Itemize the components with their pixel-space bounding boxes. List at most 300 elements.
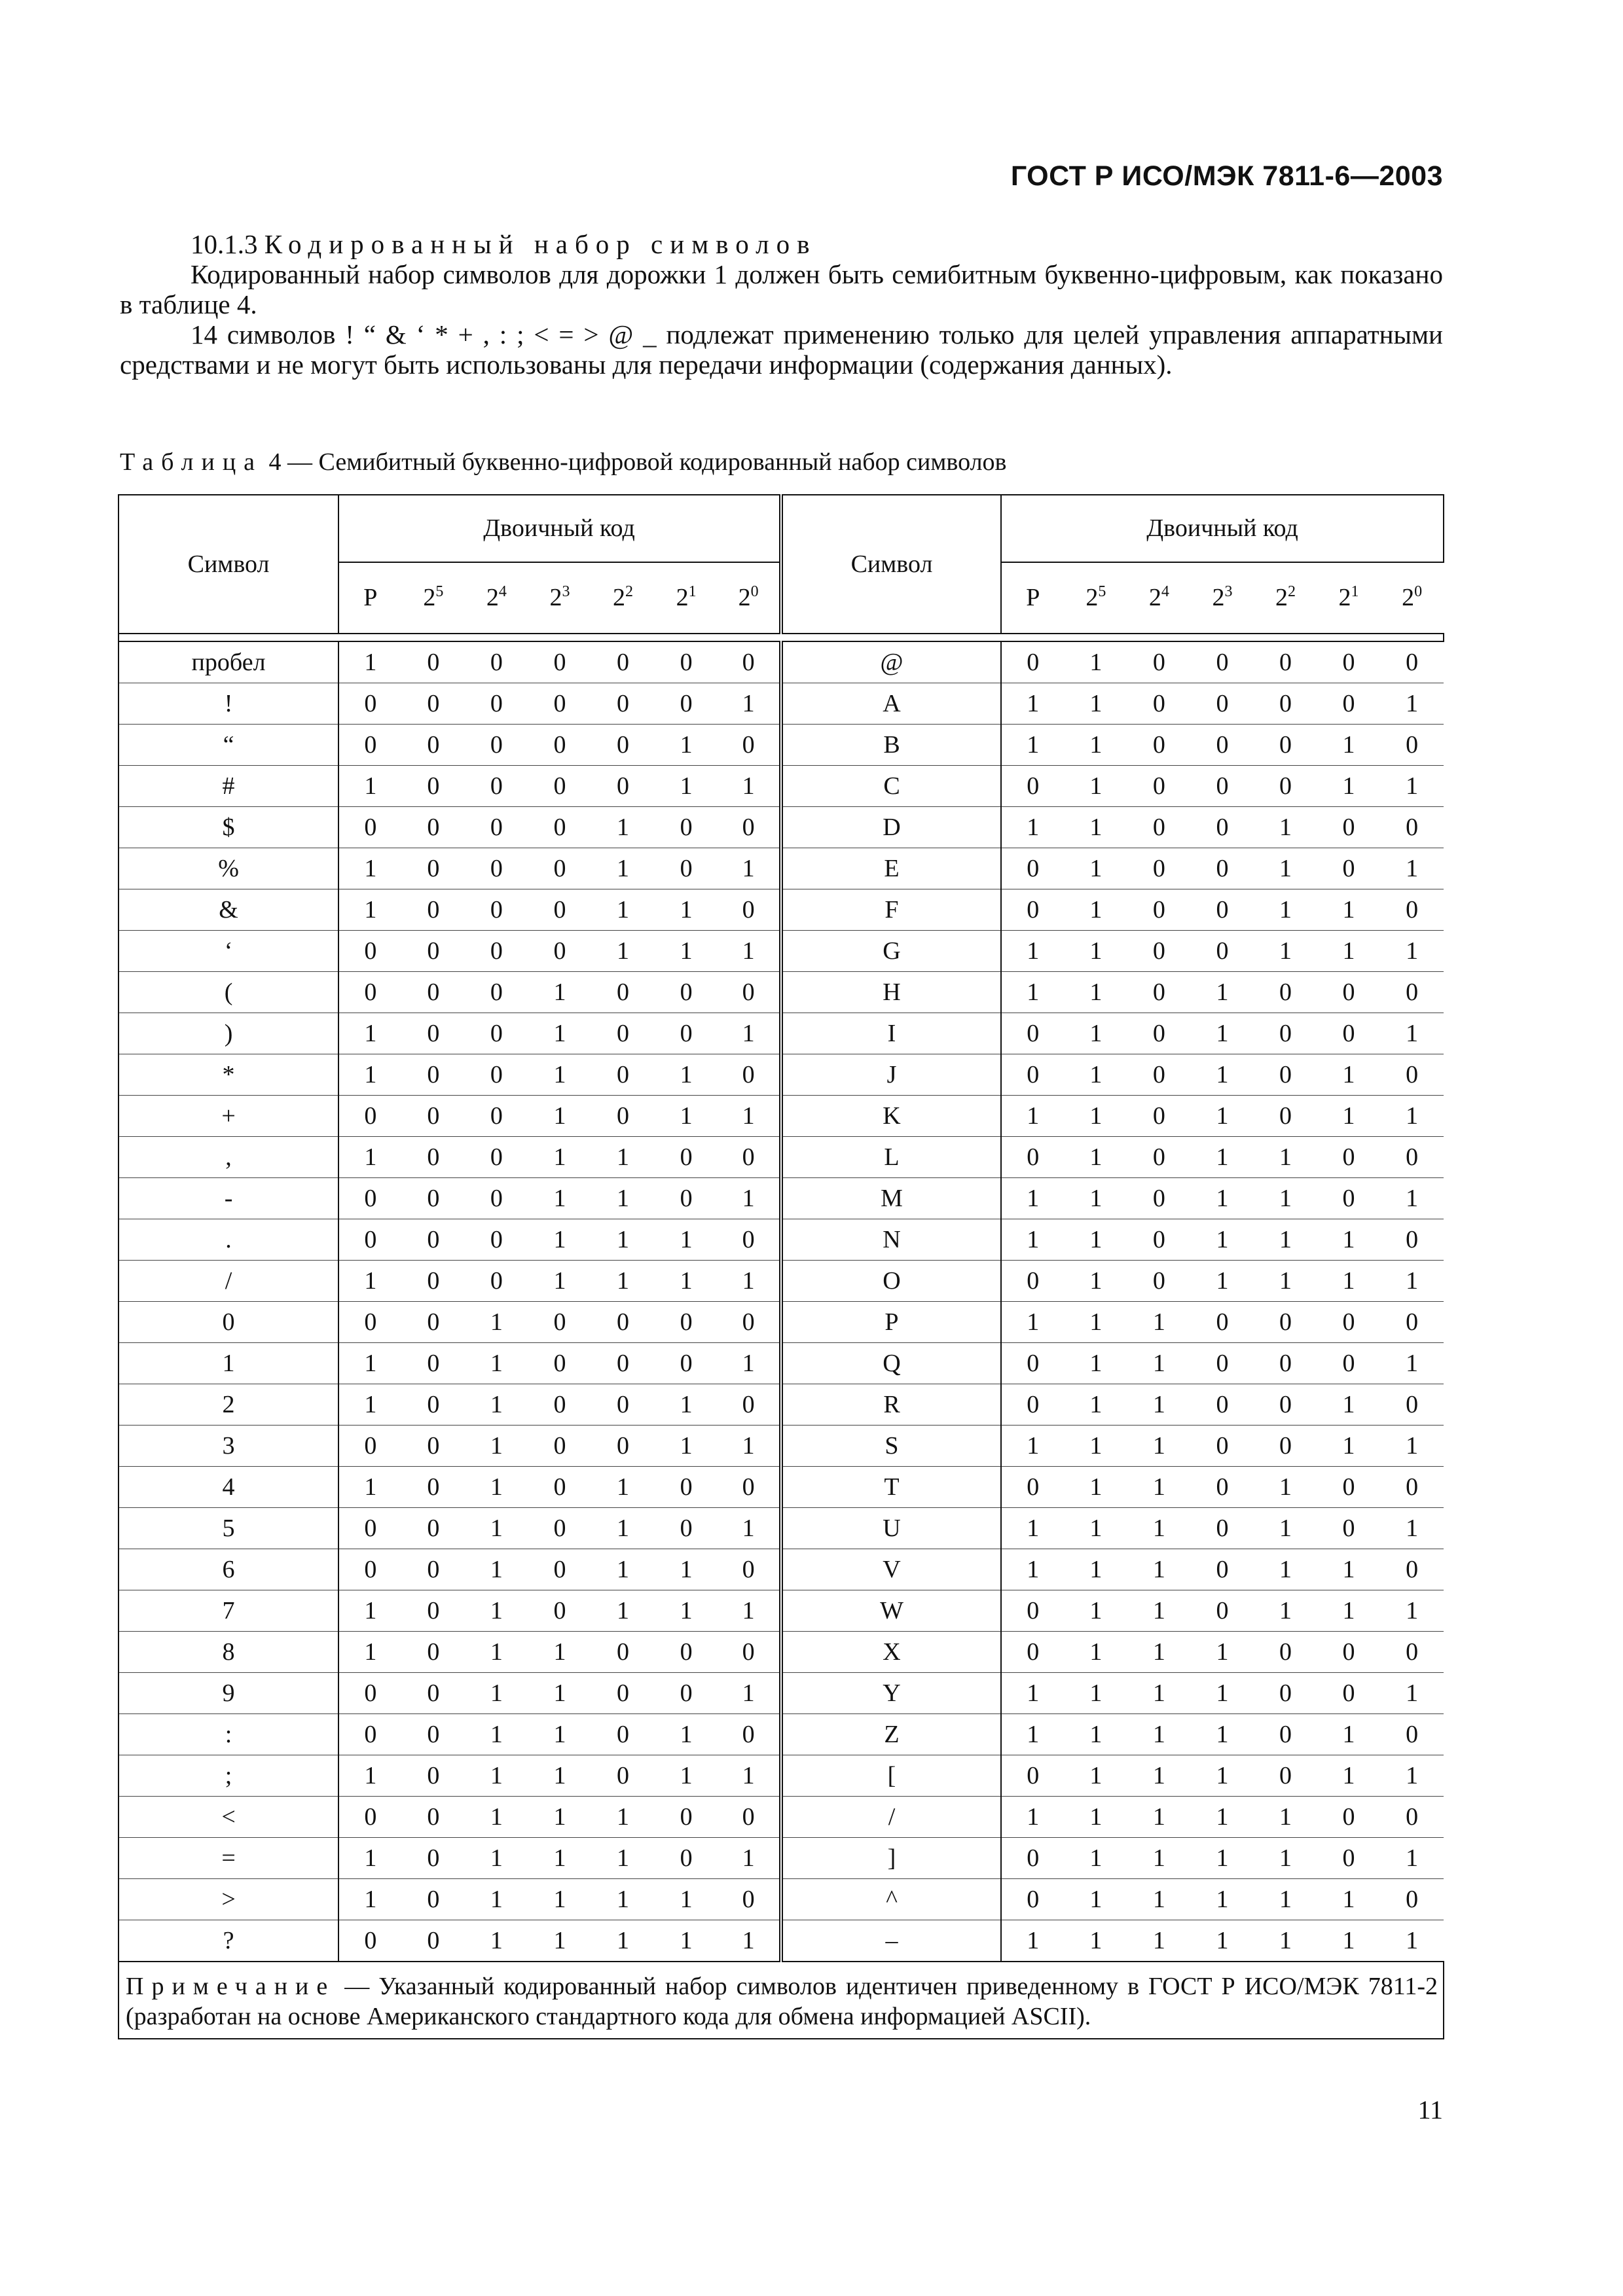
bit-cell-right: 0 bbox=[1001, 1632, 1065, 1673]
symbol-cell-right: K bbox=[781, 1096, 1001, 1137]
bit-cell-left: 1 bbox=[528, 1673, 592, 1714]
table-note bbox=[119, 1962, 1444, 2039]
bit-cell-left: 1 bbox=[591, 1137, 655, 1178]
bit-cell-right: 0 bbox=[1380, 1549, 1444, 1590]
bit-cell-left: 0 bbox=[591, 1302, 655, 1343]
bit-cell-left: 0 bbox=[402, 1302, 465, 1343]
bit-cell-left: 0 bbox=[338, 1673, 402, 1714]
bit-header-right bbox=[1254, 562, 1317, 634]
bit-cell-right: 1 bbox=[1001, 1673, 1065, 1714]
bit-base: 2 bbox=[676, 584, 689, 612]
bit-cell-right: 1 bbox=[1065, 1219, 1128, 1261]
bit-cell-left: 0 bbox=[402, 1879, 465, 1920]
bit-cell-right: 1 bbox=[1001, 725, 1065, 766]
section-heading bbox=[120, 229, 1443, 259]
symbol-cell-right: X bbox=[781, 1632, 1001, 1673]
bit-cell-left: 0 bbox=[465, 1137, 528, 1178]
bit-cell-left: 0 bbox=[465, 1013, 528, 1054]
bit-cell-right: 1 bbox=[1127, 1879, 1191, 1920]
bit-cell-left: 1 bbox=[465, 1343, 528, 1384]
bit-cell-left: 0 bbox=[718, 1384, 781, 1426]
bit-cell-right: 1 bbox=[1127, 1797, 1191, 1838]
bit-cell-left: 1 bbox=[338, 889, 402, 931]
bit-exponent: 4 bbox=[498, 583, 507, 601]
bit-cell-right: 0 bbox=[1127, 1219, 1191, 1261]
bit-cell-right: 0 bbox=[1191, 1467, 1254, 1508]
bit-cell-left: 0 bbox=[591, 1343, 655, 1384]
bit-cell-right: 1 bbox=[1380, 1096, 1444, 1137]
bit-cell-right: 1 bbox=[1001, 683, 1065, 725]
symbol-cell-left: ) bbox=[119, 1013, 338, 1054]
symbol-cell-right: H bbox=[781, 972, 1001, 1013]
bit-cell-left: 0 bbox=[338, 1302, 402, 1343]
bit-cell-left: 1 bbox=[718, 848, 781, 889]
bit-cell-left: 1 bbox=[591, 931, 655, 972]
bit-cell-left: 0 bbox=[465, 683, 528, 725]
symbol-cell-left: 4 bbox=[119, 1467, 338, 1508]
column-header-binary-right: Двоичный код bbox=[1001, 495, 1444, 562]
bit-header-left bbox=[718, 562, 781, 634]
bit-cell-left: 1 bbox=[338, 641, 402, 683]
bit-cell-left: 1 bbox=[718, 1755, 781, 1797]
symbol-cell-left: % bbox=[119, 848, 338, 889]
bit-cell-right: 1 bbox=[1127, 1920, 1191, 1962]
symbol-cell-left: “ bbox=[119, 725, 338, 766]
table-row bbox=[119, 1838, 1444, 1879]
bit-cell-right: 0 bbox=[1380, 1137, 1444, 1178]
bit-cell-right: 0 bbox=[1001, 1384, 1065, 1426]
bit-cell-right: 0 bbox=[1317, 1013, 1381, 1054]
bit-header-left bbox=[655, 562, 718, 634]
bit-cell-right: 1 bbox=[1065, 1590, 1128, 1632]
bit-cell-left: 0 bbox=[718, 972, 781, 1013]
bit-cell-left: 1 bbox=[655, 725, 718, 766]
bit-cell-left: 1 bbox=[528, 1219, 592, 1261]
bit-cell-left: 0 bbox=[338, 1426, 402, 1467]
bit-base: P bbox=[363, 584, 378, 612]
bit-cell-right: 1 bbox=[1001, 1219, 1065, 1261]
bit-cell-right: 0 bbox=[1380, 1797, 1444, 1838]
bit-cell-right: 0 bbox=[1191, 931, 1254, 972]
bit-cell-right: 1 bbox=[1317, 1590, 1381, 1632]
bit-base: 2 bbox=[613, 584, 626, 612]
bit-cell-right: 0 bbox=[1317, 848, 1381, 889]
bit-cell-left: 0 bbox=[338, 1797, 402, 1838]
table-row bbox=[119, 889, 1444, 931]
bit-cell-right: 0 bbox=[1191, 641, 1254, 683]
bit-exponent: 1 bbox=[1351, 583, 1359, 601]
bit-cell-left: 0 bbox=[591, 1096, 655, 1137]
bit-cell-left: 0 bbox=[402, 1137, 465, 1178]
symbol-cell-right: B bbox=[781, 725, 1001, 766]
bit-cell-left: 1 bbox=[655, 1920, 718, 1962]
bit-cell-right: 0 bbox=[1380, 1054, 1444, 1096]
bit-cell-left: 0 bbox=[591, 683, 655, 725]
bit-cell-right: 0 bbox=[1317, 641, 1381, 683]
symbol-cell-left: ? bbox=[119, 1920, 338, 1962]
bit-cell-right: 1 bbox=[1065, 1838, 1128, 1879]
bit-cell-right: 1 bbox=[1191, 1013, 1254, 1054]
bit-cell-right: 0 bbox=[1001, 1343, 1065, 1384]
bit-cell-right: 0 bbox=[1127, 807, 1191, 848]
section-number: 10.1.3 bbox=[191, 229, 258, 259]
bit-cell-left: 1 bbox=[338, 1467, 402, 1508]
bit-cell-left: 0 bbox=[718, 1879, 781, 1920]
bit-cell-left: 0 bbox=[528, 683, 592, 725]
bit-cell-left: 1 bbox=[718, 1920, 781, 1962]
bit-cell-right: 0 bbox=[1380, 1467, 1444, 1508]
bit-cell-right: 0 bbox=[1001, 766, 1065, 807]
symbol-cell-left: 1 bbox=[119, 1343, 338, 1384]
bit-cell-left: 0 bbox=[402, 972, 465, 1013]
bit-cell-right: 1 bbox=[1380, 1920, 1444, 1962]
bit-cell-left: 1 bbox=[338, 766, 402, 807]
bit-cell-right: 1 bbox=[1065, 1467, 1128, 1508]
bit-cell-right: 1 bbox=[1065, 889, 1128, 931]
bit-cell-right: 1 bbox=[1001, 972, 1065, 1013]
bit-cell-right: 0 bbox=[1191, 1590, 1254, 1632]
bit-cell-right: 1 bbox=[1254, 848, 1317, 889]
bit-cell-right: 0 bbox=[1127, 1137, 1191, 1178]
bit-cell-left: 0 bbox=[338, 1178, 402, 1219]
bit-cell-left: 1 bbox=[465, 1714, 528, 1755]
bit-cell-left: 1 bbox=[591, 1508, 655, 1549]
symbol-cell-left: 7 bbox=[119, 1590, 338, 1632]
bit-cell-left: 0 bbox=[655, 848, 718, 889]
bit-cell-right: 1 bbox=[1254, 1261, 1317, 1302]
bit-cell-right: 0 bbox=[1254, 641, 1317, 683]
bit-cell-right: 1 bbox=[1191, 1714, 1254, 1755]
bit-cell-right: 1 bbox=[1191, 1632, 1254, 1673]
table-row bbox=[119, 1343, 1444, 1384]
bit-cell-left: 1 bbox=[338, 848, 402, 889]
bit-cell-left: 1 bbox=[655, 1384, 718, 1426]
bit-cell-right: 1 bbox=[1127, 1838, 1191, 1879]
bit-cell-left: 0 bbox=[402, 1054, 465, 1096]
bit-cell-left: 1 bbox=[718, 1096, 781, 1137]
bit-exponent: 2 bbox=[625, 583, 634, 601]
bit-cell-right: 0 bbox=[1127, 848, 1191, 889]
bit-cell-left: 0 bbox=[465, 972, 528, 1013]
bit-cell-right: 1 bbox=[1001, 807, 1065, 848]
bit-cell-right: 1 bbox=[1191, 1673, 1254, 1714]
table-row bbox=[119, 1714, 1444, 1755]
bit-cell-right: 1 bbox=[1317, 1096, 1381, 1137]
bit-cell-right: 1 bbox=[1065, 1178, 1128, 1219]
bit-cell-left: 0 bbox=[465, 766, 528, 807]
bit-cell-right: 0 bbox=[1001, 848, 1065, 889]
table-row bbox=[119, 1054, 1444, 1096]
bit-cell-right: 1 bbox=[1254, 1137, 1317, 1178]
bit-cell-left: 1 bbox=[338, 1137, 402, 1178]
bit-cell-left: 0 bbox=[528, 889, 592, 931]
bit-cell-right: 1 bbox=[1254, 889, 1317, 931]
bit-cell-left: 0 bbox=[402, 1714, 465, 1755]
bit-cell-right: 0 bbox=[1254, 1714, 1317, 1755]
bit-base: 2 bbox=[1212, 584, 1225, 612]
symbol-cell-right: A bbox=[781, 683, 1001, 725]
bit-cell-left: 0 bbox=[338, 1714, 402, 1755]
bit-cell-right: 1 bbox=[1380, 1590, 1444, 1632]
bit-cell-right: 1 bbox=[1191, 1096, 1254, 1137]
symbol-cell-right: E bbox=[781, 848, 1001, 889]
bit-cell-left: 0 bbox=[528, 1426, 592, 1467]
bit-base: 2 bbox=[423, 584, 436, 612]
bit-cell-right: 1 bbox=[1127, 1508, 1191, 1549]
bit-cell-right: 0 bbox=[1380, 1384, 1444, 1426]
bit-cell-left: 0 bbox=[655, 1343, 718, 1384]
bit-cell-right: 1 bbox=[1127, 1755, 1191, 1797]
bit-cell-left: 0 bbox=[591, 1054, 655, 1096]
bit-cell-left: 1 bbox=[528, 1879, 592, 1920]
bit-cell-right: 0 bbox=[1191, 848, 1254, 889]
bit-cell-right: 0 bbox=[1317, 1673, 1381, 1714]
bit-cell-right: 1 bbox=[1317, 1879, 1381, 1920]
bit-cell-left: 0 bbox=[338, 1920, 402, 1962]
bit-exponent: 0 bbox=[750, 583, 759, 601]
bit-cell-left: 1 bbox=[591, 807, 655, 848]
table-row bbox=[119, 1219, 1444, 1261]
bit-cell-right: 1 bbox=[1001, 1508, 1065, 1549]
bit-cell-left: 0 bbox=[402, 931, 465, 972]
bit-cell-right: 1 bbox=[1001, 931, 1065, 972]
bit-cell-right: 1 bbox=[1065, 1714, 1128, 1755]
bit-cell-left: 0 bbox=[655, 1508, 718, 1549]
bit-cell-left: 1 bbox=[338, 1632, 402, 1673]
bit-cell-right: 0 bbox=[1380, 807, 1444, 848]
bit-cell-right: 1 bbox=[1380, 1013, 1444, 1054]
bit-cell-right: 0 bbox=[1254, 1343, 1317, 1384]
bit-cell-left: 1 bbox=[465, 1467, 528, 1508]
symbol-cell-right: U bbox=[781, 1508, 1001, 1549]
bit-cell-right: 1 bbox=[1065, 972, 1128, 1013]
bit-cell-left: 0 bbox=[338, 972, 402, 1013]
bit-cell-right: 0 bbox=[1317, 1632, 1381, 1673]
bit-cell-left: 0 bbox=[338, 1549, 402, 1590]
bit-cell-right: 0 bbox=[1127, 641, 1191, 683]
section-paragraph-1: Кодированный набор символов для дорожки 1 должен быть семибитным буквенно-цифровым, как показано в таблице 4. bbox=[120, 259, 1443, 319]
bit-cell-right: 1 bbox=[1191, 1261, 1254, 1302]
bit-exponent: 3 bbox=[562, 583, 570, 601]
bit-cell-left: 1 bbox=[338, 1879, 402, 1920]
section-paragraph-2: 14 символов ! “ & ‘ * + , : ; < = > @ _ подлежат применению только для целей управления аппаратными средствами и не могут быть использованы для передачи информации (содержания данных). bbox=[120, 319, 1443, 380]
bit-base: 2 bbox=[738, 584, 751, 612]
bit-cell-left: 0 bbox=[655, 1467, 718, 1508]
table-row bbox=[119, 641, 1444, 683]
table-row bbox=[119, 1426, 1444, 1467]
bit-cell-right: 1 bbox=[1317, 1054, 1381, 1096]
bit-cell-right: 0 bbox=[1001, 1261, 1065, 1302]
bit-cell-right: 1 bbox=[1191, 1137, 1254, 1178]
table-row bbox=[119, 725, 1444, 766]
bit-cell-right: 1 bbox=[1065, 1508, 1128, 1549]
bit-cell-left: 0 bbox=[465, 641, 528, 683]
symbol-cell-right: J bbox=[781, 1054, 1001, 1096]
bit-cell-right: 1 bbox=[1191, 1755, 1254, 1797]
symbol-cell-right: T bbox=[781, 1467, 1001, 1508]
table-row bbox=[119, 1178, 1444, 1219]
symbol-cell-right: C bbox=[781, 766, 1001, 807]
table-row bbox=[119, 848, 1444, 889]
bit-cell-left: 0 bbox=[402, 1219, 465, 1261]
code-table bbox=[118, 494, 1444, 2039]
bit-cell-right: 1 bbox=[1317, 1714, 1381, 1755]
bit-base: 2 bbox=[549, 584, 562, 612]
bit-cell-left: 0 bbox=[338, 1219, 402, 1261]
bit-cell-left: 0 bbox=[338, 1508, 402, 1549]
symbol-cell-right: Q bbox=[781, 1343, 1001, 1384]
bit-header-left bbox=[465, 562, 528, 634]
bit-cell-left: 0 bbox=[591, 1013, 655, 1054]
bit-cell-right: 1 bbox=[1254, 1920, 1317, 1962]
bit-exponent: 4 bbox=[1161, 583, 1169, 601]
bit-cell-left: 0 bbox=[402, 1632, 465, 1673]
bit-cell-right: 1 bbox=[1001, 1426, 1065, 1467]
bit-cell-left: 1 bbox=[465, 1755, 528, 1797]
symbol-cell-left: : bbox=[119, 1714, 338, 1755]
bit-cell-left: 0 bbox=[528, 1343, 592, 1384]
bit-cell-left: 0 bbox=[402, 1384, 465, 1426]
bit-cell-left: 0 bbox=[338, 931, 402, 972]
bit-cell-right: 1 bbox=[1317, 725, 1381, 766]
bit-cell-right: 1 bbox=[1127, 1714, 1191, 1755]
bit-cell-right: 1 bbox=[1191, 1838, 1254, 1879]
bit-cell-right: 0 bbox=[1317, 1797, 1381, 1838]
bit-cell-right: 1 bbox=[1380, 1261, 1444, 1302]
bit-cell-left: 0 bbox=[465, 1219, 528, 1261]
bit-cell-left: 0 bbox=[402, 807, 465, 848]
symbol-cell-left: ; bbox=[119, 1755, 338, 1797]
bit-cell-right: 0 bbox=[1191, 1302, 1254, 1343]
bit-cell-left: 0 bbox=[591, 1632, 655, 1673]
bit-cell-left: 0 bbox=[655, 1137, 718, 1178]
bit-cell-left: 0 bbox=[528, 1384, 592, 1426]
symbol-cell-right: ] bbox=[781, 1838, 1001, 1879]
symbol-cell-left: - bbox=[119, 1178, 338, 1219]
bit-cell-left: 1 bbox=[338, 1384, 402, 1426]
bit-cell-left: 0 bbox=[591, 1426, 655, 1467]
bit-cell-left: 1 bbox=[528, 1755, 592, 1797]
bit-header-right bbox=[1191, 562, 1254, 634]
bit-cell-left: 1 bbox=[465, 1673, 528, 1714]
bit-cell-right: 1 bbox=[1001, 1549, 1065, 1590]
bit-cell-right: 1 bbox=[1191, 972, 1254, 1013]
bit-header-right bbox=[1065, 562, 1128, 634]
symbol-cell-left: 5 bbox=[119, 1508, 338, 1549]
bit-cell-right: 1 bbox=[1317, 889, 1381, 931]
bit-cell-right: 1 bbox=[1065, 1549, 1128, 1590]
bit-cell-left: 0 bbox=[528, 848, 592, 889]
bit-exponent: 5 bbox=[1098, 583, 1106, 601]
page-number: 11 bbox=[1417, 2095, 1443, 2125]
symbol-cell-left: # bbox=[119, 766, 338, 807]
bit-cell-right: 0 bbox=[1380, 725, 1444, 766]
bit-cell-right: 0 bbox=[1317, 1508, 1381, 1549]
bit-cell-left: 1 bbox=[338, 1054, 402, 1096]
symbol-cell-right: M bbox=[781, 1178, 1001, 1219]
symbol-cell-left: ‘ bbox=[119, 931, 338, 972]
bit-cell-left: 1 bbox=[655, 1054, 718, 1096]
bit-cell-left: 0 bbox=[655, 1838, 718, 1879]
bit-cell-right: 1 bbox=[1065, 1797, 1128, 1838]
bit-cell-left: 0 bbox=[528, 1467, 592, 1508]
bit-cell-right: 1 bbox=[1254, 1467, 1317, 1508]
bit-cell-left: 0 bbox=[528, 807, 592, 848]
bit-cell-left: 1 bbox=[591, 1219, 655, 1261]
bit-cell-right: 1 bbox=[1380, 1838, 1444, 1879]
bit-cell-left: 0 bbox=[402, 1549, 465, 1590]
bit-cell-left: 0 bbox=[402, 1426, 465, 1467]
bit-cell-left: 1 bbox=[465, 1838, 528, 1879]
symbol-cell-left: , bbox=[119, 1137, 338, 1178]
bit-cell-right: 1 bbox=[1380, 931, 1444, 972]
table-body bbox=[119, 641, 1444, 1962]
bit-cell-right: 1 bbox=[1065, 683, 1128, 725]
bit-cell-right: 0 bbox=[1001, 1013, 1065, 1054]
bit-cell-right: 0 bbox=[1254, 725, 1317, 766]
bit-cell-right: 0 bbox=[1254, 1755, 1317, 1797]
bit-cell-right: 1 bbox=[1065, 1426, 1128, 1467]
bit-cell-right: 1 bbox=[1254, 807, 1317, 848]
bit-cell-left: 1 bbox=[528, 1714, 592, 1755]
bit-cell-left: 1 bbox=[591, 1920, 655, 1962]
bit-cell-left: 0 bbox=[718, 1302, 781, 1343]
symbol-cell-left: & bbox=[119, 889, 338, 931]
bit-cell-right: 1 bbox=[1317, 1384, 1381, 1426]
bit-cell-right: 1 bbox=[1380, 766, 1444, 807]
bit-cell-right: 0 bbox=[1254, 683, 1317, 725]
bit-cell-right: 0 bbox=[1001, 1590, 1065, 1632]
symbol-cell-left: 2 bbox=[119, 1384, 338, 1426]
bit-cell-left: 1 bbox=[465, 1879, 528, 1920]
bit-cell-right: 1 bbox=[1254, 1879, 1317, 1920]
bit-cell-left: 0 bbox=[655, 1302, 718, 1343]
bit-exponent: 1 bbox=[688, 583, 697, 601]
bit-header-left bbox=[528, 562, 592, 634]
bit-cell-left: 1 bbox=[718, 1013, 781, 1054]
bit-base: 2 bbox=[1402, 584, 1415, 612]
bit-cell-left: 0 bbox=[718, 1219, 781, 1261]
bit-cell-right: 0 bbox=[1254, 1384, 1317, 1426]
bit-cell-left: 1 bbox=[528, 1013, 592, 1054]
bit-cell-right: 0 bbox=[1254, 1054, 1317, 1096]
bit-cell-right: 1 bbox=[1065, 1384, 1128, 1426]
bit-cell-left: 1 bbox=[718, 1343, 781, 1384]
bit-cell-right: 1 bbox=[1254, 1178, 1317, 1219]
bit-cell-right: 1 bbox=[1127, 1384, 1191, 1426]
bit-cell-left: 1 bbox=[465, 1302, 528, 1343]
bit-cell-right: 0 bbox=[1001, 1467, 1065, 1508]
symbol-cell-left: пробел bbox=[119, 641, 338, 683]
bit-cell-left: 0 bbox=[591, 1384, 655, 1426]
bit-cell-right: 1 bbox=[1065, 848, 1128, 889]
bit-cell-left: 0 bbox=[718, 725, 781, 766]
bit-cell-right: 0 bbox=[1254, 1096, 1317, 1137]
column-header-binary-left: Двоичный код bbox=[338, 495, 781, 562]
bit-cell-left: 0 bbox=[465, 725, 528, 766]
bit-cell-left: 1 bbox=[591, 1467, 655, 1508]
bit-cell-right: 1 bbox=[1380, 1673, 1444, 1714]
bit-cell-left: 1 bbox=[465, 1590, 528, 1632]
bit-cell-right: 1 bbox=[1001, 1714, 1065, 1755]
document-standard-code: ГОСТ Р ИСО/МЭК 7811-6—2003 bbox=[1010, 160, 1443, 192]
bit-cell-right: 1 bbox=[1065, 1879, 1128, 1920]
bit-cell-left: 1 bbox=[718, 1178, 781, 1219]
bit-cell-left: 0 bbox=[402, 1838, 465, 1879]
bit-cell-right: 0 bbox=[1317, 1343, 1381, 1384]
bit-cell-right: 1 bbox=[1380, 848, 1444, 889]
bit-base: 2 bbox=[1338, 584, 1351, 612]
